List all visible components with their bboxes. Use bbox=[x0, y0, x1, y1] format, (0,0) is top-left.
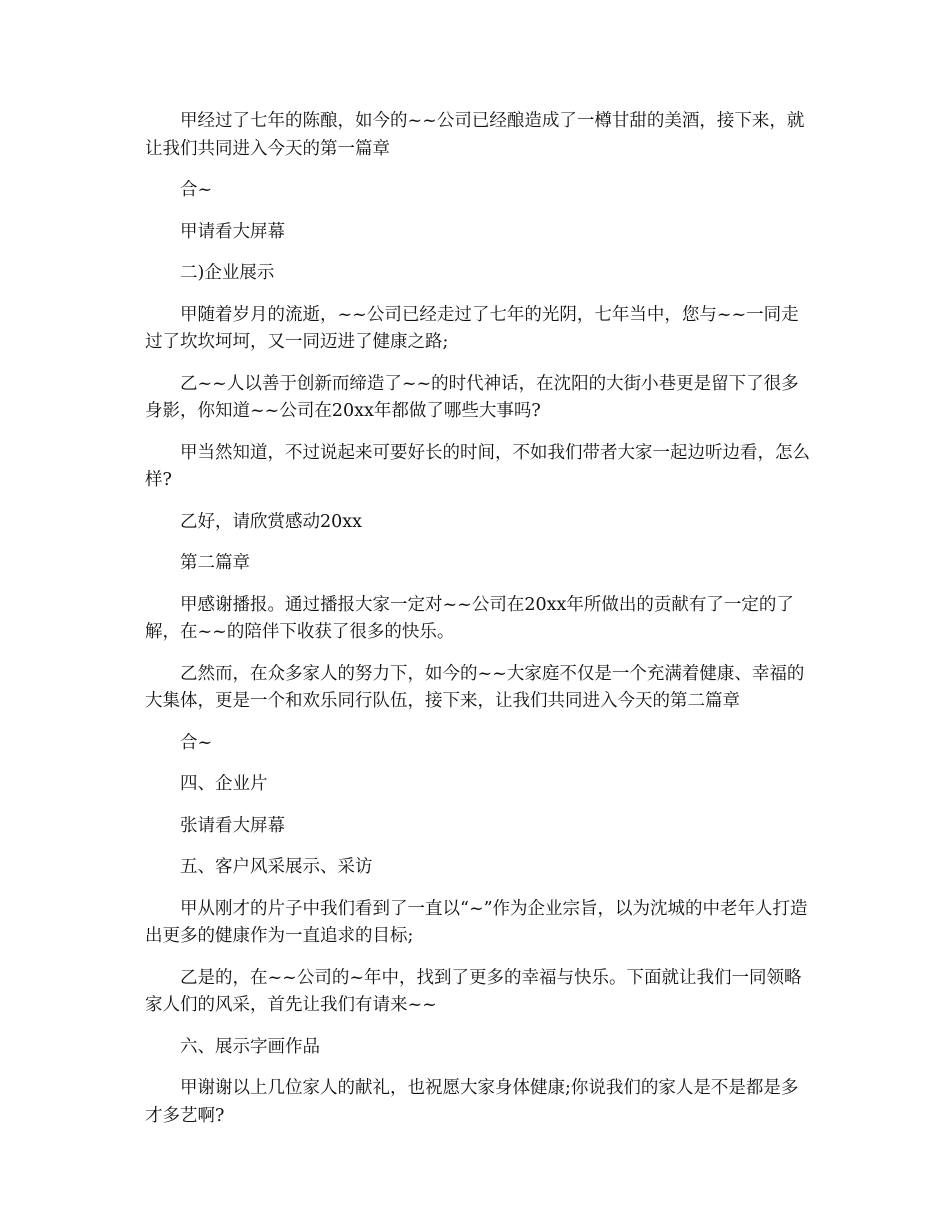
paragraph: 张请看大屏幕 bbox=[180, 815, 285, 836]
paragraph: 甲感谢播报。通过播报大家一定对~~公司在20xx年所做出的贡献有了一定的了解，在~~的陪伴下收获了很多的快乐。 bbox=[145, 594, 794, 642]
paragraph: 乙好，请欣赏感动20xx bbox=[180, 511, 363, 532]
paragraph: 甲谢谢以上几位家人的献礼，也祝愿大家身体健康;你说我们的家人是不是都是多才多艺啊? bbox=[145, 1078, 799, 1126]
document-body bbox=[145, 108, 815, 1144]
paragraph: 合~ bbox=[180, 732, 213, 753]
section-heading: 第二篇章 bbox=[180, 553, 250, 573]
paragraph: 乙然而，在众多家人的努力下，如今的~~大家庭不仅是一个充满着健康、幸福的大集体，更是一个和欢乐同行队伍，接下来，让我们共同进入今天的第二篇章 bbox=[145, 663, 805, 711]
section-heading: 五、客户风采展示、采访 bbox=[180, 857, 373, 877]
paragraph: 甲请看大屏幕 bbox=[180, 221, 285, 242]
paragraph: 甲从刚才的片子中我们看到了一直以“~”作为企业宗旨，以为沈城的中老年人打造出更多的健康作为一直追求的目标; bbox=[145, 898, 808, 946]
paragraph: 甲当然知道，不过说起来可要好长的时间，不如我们带者大家一起边听边看，怎么样? bbox=[145, 442, 810, 490]
paragraph: 甲随着岁月的流逝，~~公司已经走过了七年的光阴，七年当中，您与~~一同走过了坎坎坷坷，又一同迈进了健康之路; bbox=[145, 304, 799, 352]
section-heading: 四、企业片 bbox=[180, 774, 268, 794]
paragraph: 甲经过了七年的陈酿，如今的~~公司已经酿造成了一樽甘甜的美酒，接下来，就让我们共同进入今天的第一篇章 bbox=[145, 111, 805, 159]
paragraph: 乙是的，在~~公司的~年中，找到了更多的幸福与快乐。下面就让我们一同领略家人们的风采，首先让我们有请来~~ bbox=[145, 967, 802, 1015]
section-heading: 六、展示字画作品 bbox=[180, 1036, 320, 1057]
section-heading: 二)企业展示 bbox=[180, 263, 275, 283]
paragraph: 乙~~人以善于创新而缔造了~~的时代神话，在沈阳的大街小巷更是留下了很多身影，你知道~~公司在20xx年都做了哪些大事吗? bbox=[145, 373, 799, 421]
paragraph: 合~ bbox=[180, 180, 213, 200]
